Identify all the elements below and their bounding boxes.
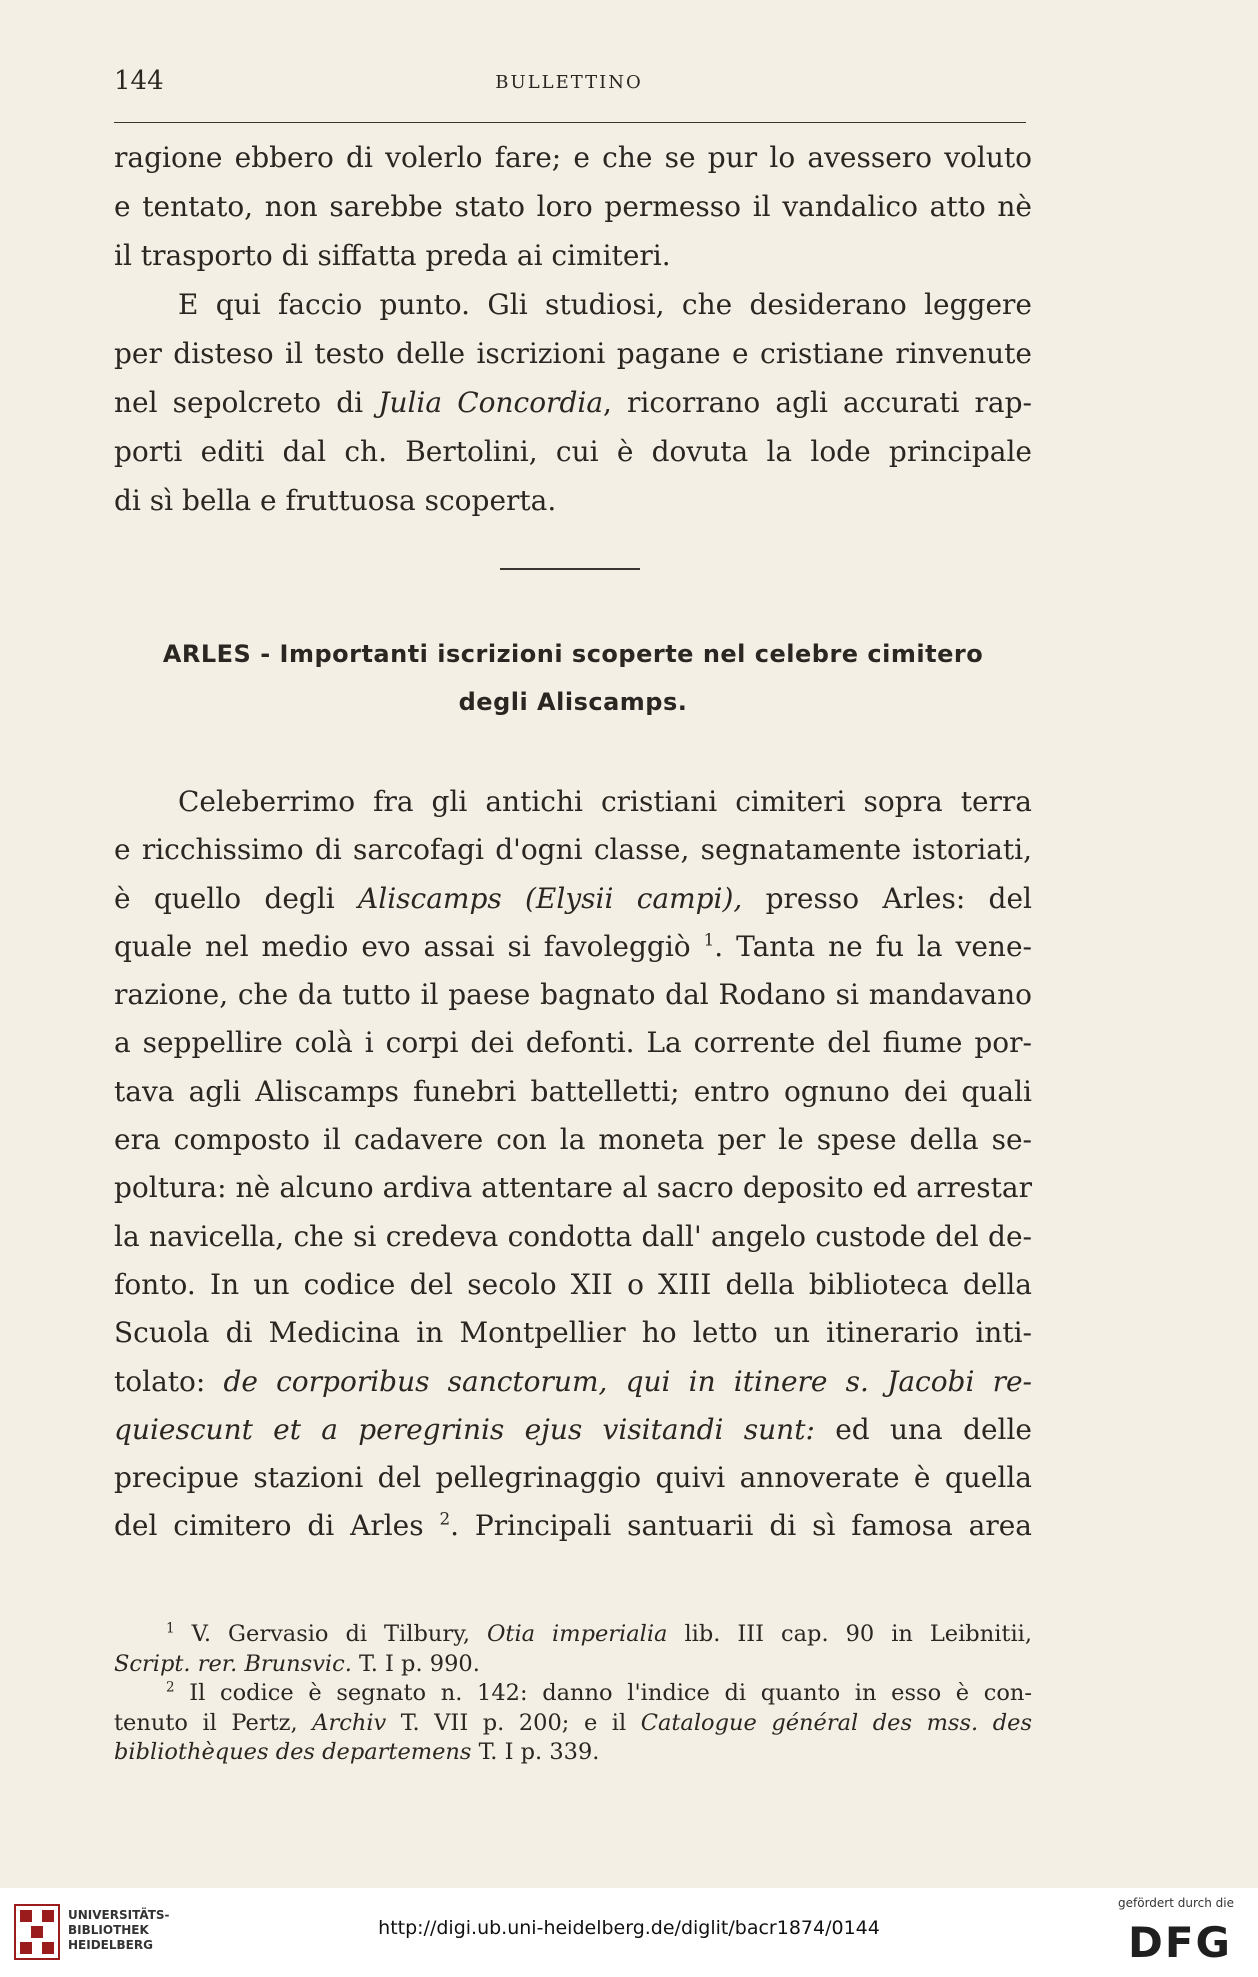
- italic-run: bibliothèques des departemens: [114, 1739, 472, 1765]
- page-header: [114, 66, 1024, 106]
- text-line: [114, 1406, 1032, 1454]
- text-line: razione, che da tutto il paese bagnato dal Rodano si mandavano: [114, 978, 1032, 1012]
- text-line: [114, 875, 1032, 923]
- footnote-line: [114, 1679, 1032, 1709]
- text-line: per disteso il testo delle iscrizioni pagane e cristiane rinvenute: [114, 337, 1032, 370]
- footnote-ref[interactable]: 1: [703, 929, 715, 950]
- text-line: precipue stazioni del pellegrinaggio quivi annoverate è quella: [114, 1461, 1032, 1495]
- text-run: ed una delle: [814, 1412, 1032, 1446]
- text-run: V. Gervasio di Tilbury,: [174, 1621, 487, 1647]
- text-line: [114, 1502, 1032, 1550]
- library-name-line: HEIDELBERG: [68, 1938, 153, 1952]
- italic-run: quiescunt et a peregrinis ejus visitandi sunt:: [114, 1412, 815, 1446]
- library-name-line: UNIVERSITÄTS-: [68, 1908, 170, 1922]
- italic-run: Archiv: [312, 1709, 387, 1736]
- heading-line: degli Aliscamps.: [458, 688, 688, 716]
- italic-run: Aliscamps (Elysii campi),: [358, 881, 743, 915]
- page-number: 144: [114, 66, 164, 96]
- footer-bar: [0, 1888, 1258, 1977]
- text-line: tava agli Aliscamps funebri battelletti; entro ognuno dei quali: [114, 1074, 1032, 1108]
- section-separator: [500, 568, 640, 570]
- text-line: di sì bella e fruttuosa scoperta.: [114, 484, 557, 517]
- text-run: T. VII p. 200; e il: [386, 1709, 641, 1736]
- text-run: del cimitero di Arles: [114, 1509, 440, 1543]
- text-line: e tentato, non sarebbe stato loro permesso il vandalico atto nè: [114, 190, 1032, 223]
- text-block-top: [114, 133, 1032, 525]
- text-line: poltura: nè alcuno ardiva attentare al sacro deposito ed arrestar: [114, 1171, 1032, 1205]
- heading-line: ARLES - Importanti iscrizioni scoperte nel celebre cimitero: [162, 640, 984, 668]
- text-run: nel sepolcreto di: [114, 386, 379, 419]
- text-line: il trasporto di siffatta preda ai cimiteri.: [114, 239, 671, 272]
- running-head: BULLETTINO: [495, 72, 643, 93]
- footnote-line: [114, 1620, 1032, 1650]
- footnote-line: [114, 1650, 1032, 1680]
- italic-run: Julia Concordia: [378, 386, 604, 419]
- footnote-line: [114, 1709, 1032, 1739]
- text-line: ragione ebbero di volerlo fare; e che se pur lo avessero voluto: [114, 141, 1032, 174]
- footnote-line: [114, 1738, 1032, 1768]
- text-line: era composto il cadavere con la moneta per le spese della se-: [114, 1123, 1032, 1157]
- funding-label: gefördert durch die: [1118, 1896, 1234, 1910]
- text-line: fonto. In un codice del secolo XII o XIII della biblioteca della: [114, 1267, 1032, 1301]
- text-run: è quello degli: [114, 881, 359, 915]
- text-line: Scuola di Medicina in Montpellier ho letto un itinerario inti-: [114, 1316, 1032, 1350]
- library-name-line: BIBLIOTHEK: [68, 1923, 149, 1937]
- footnote-mark: 2: [166, 1679, 175, 1696]
- italic-run: Script. rer. Brunsvic.: [114, 1650, 352, 1677]
- footnotes: [114, 1620, 1032, 1768]
- text-run: tolato:: [114, 1364, 224, 1398]
- text-line: e ricchissimo di sarcofagi d'ogni classe, segnatamente istoriati,: [114, 833, 1032, 867]
- dfg-logo: DFG: [1128, 1918, 1233, 1967]
- text-line: E qui faccio punto. Gli studiosi, che desiderano leggere: [178, 288, 1032, 321]
- text-line: [114, 1358, 1032, 1406]
- text-line: [114, 923, 1032, 971]
- text-run: tenuto il Pertz,: [114, 1709, 313, 1736]
- text-line: la navicella, che si credeva condotta dall' angelo custode del de-: [114, 1219, 1032, 1253]
- italic-run: Catalogue général des mss. des: [640, 1709, 1032, 1736]
- footnote-ref[interactable]: 2: [439, 1509, 451, 1530]
- text-line: porti editi dal ch. Bertolini, cui è dovuta la lode principale: [114, 435, 1032, 468]
- italic-run: Otia imperialia: [486, 1621, 668, 1647]
- text-run: . Tanta ne fu la vene-: [714, 929, 1032, 963]
- footnote-mark: 1: [166, 1620, 175, 1637]
- header-rule: [114, 122, 1026, 123]
- section-heading: [114, 630, 1032, 726]
- text-run: , ricorrano agli accurati rap-: [603, 386, 1032, 419]
- text-run: presso Arles: del: [742, 881, 1032, 915]
- text-run: lib. III cap. 90 in Leibnitii,: [667, 1621, 1032, 1647]
- permalink-url[interactable]: http://digi.ub.uni-heidelberg.de/diglit/bacr1874/0144: [378, 1917, 880, 1939]
- italic-run: de corporibus sanctorum, qui in itinere s. Jacobi re-: [223, 1364, 1033, 1398]
- text-run: Il codice è segnato n. 142: danno l'indice di quanto in esso è con-: [174, 1680, 1032, 1706]
- text-run: . Principali santuarii di sì famosa area: [450, 1509, 1033, 1543]
- text-run: T. I p. 990.: [351, 1650, 480, 1677]
- text-line: a seppellire colà i corpi dei defonti. La corrente del fiume por-: [114, 1026, 1032, 1060]
- text-run: quale nel medio evo assai si favoleggiò: [114, 929, 704, 963]
- text-run: T. I p. 339.: [471, 1739, 600, 1765]
- text-line: [114, 378, 1032, 427]
- text-block-main: [114, 778, 1032, 1551]
- text-line: Celeberrimo fra gli antichi cristiani cimiteri sopra terra: [178, 785, 1032, 818]
